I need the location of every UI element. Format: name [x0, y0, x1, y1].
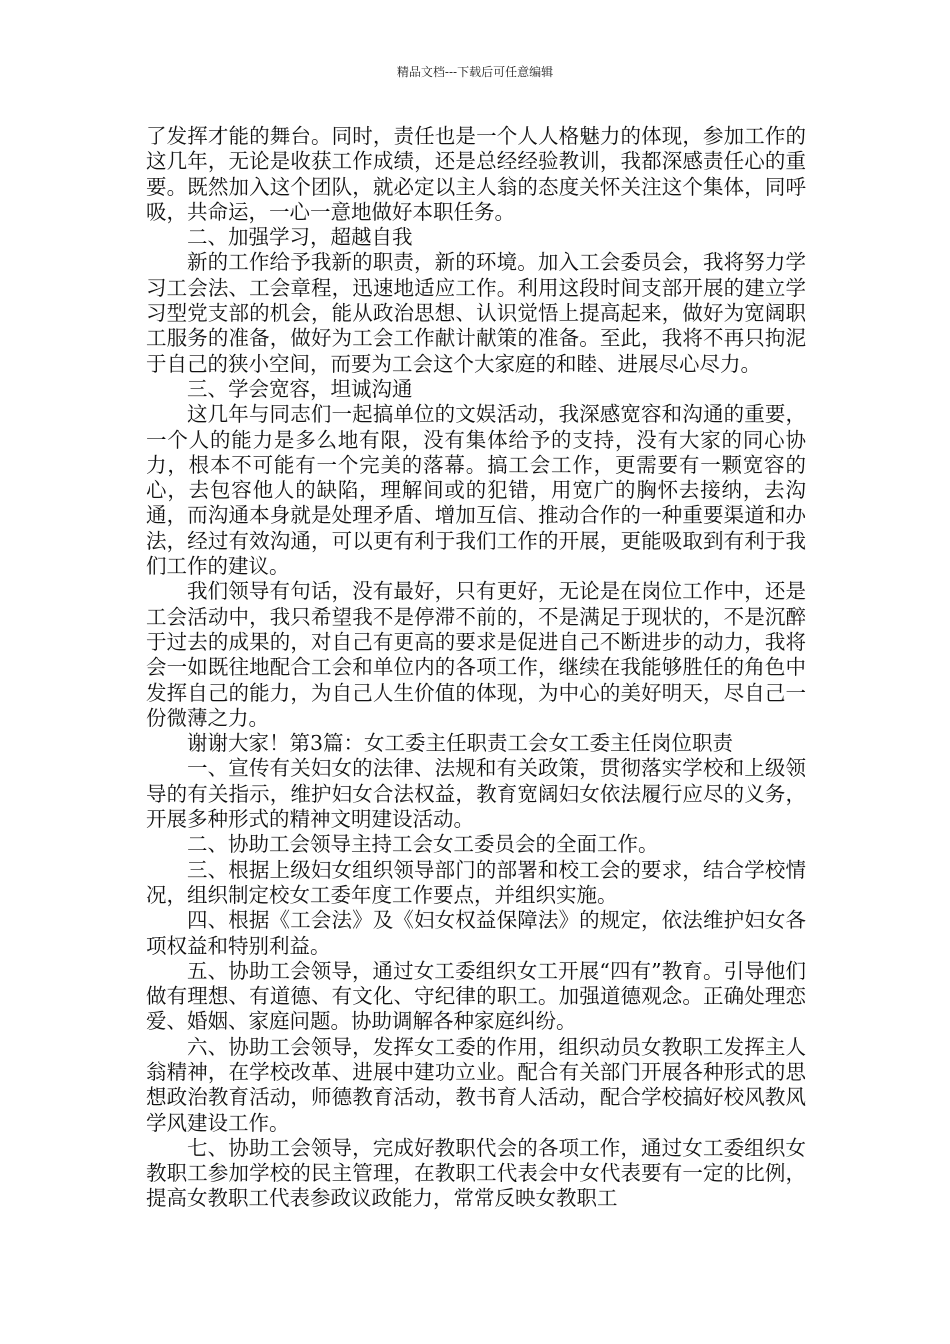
paragraph: 三、根据上级妇女组织领导部门的部署和校工会的要求，结合学校情况，组织制定校女工委年度工作要点，并组织实施。 — [146, 857, 806, 907]
paragraph: 四、根据《工会法》及《妇女权益保障法》的规定，依法维护妇女各项权益和特别利益。 — [146, 908, 806, 958]
paragraph: 了发挥才能的舞台。同时，责任也是一个人人格魅力的体现，参加工作的这几年，无论是收获工作成绩，还是总经经验教训，我都深感责任心的重要。既然加入这个团队，就必定以主人翁的态度关怀关注这个集体，同呼吸，共命运，一心一意地做好本职任务。 — [146, 124, 806, 224]
paragraph: 谢谢大家！第3篇：女工委主任职责工会女工委主任岗位职责 — [187, 731, 734, 756]
paragraph: 新的工作给予我新的职责，新的环境。加入工会委员会，我将努力学习工会法、工会章程，迅速地适应工作。利用这段时间支部开展的建立学习型党支部的机会，能从政治思想、认识觉悟上提高起来，做好为宽阔职工服务的准备，做好为工会工作献计献策的准备。至此，我将不再只拘泥于自己的狭小空间，而要为工会这个大家庭的和睦、进展尽心尽力。 — [146, 250, 806, 376]
paragraph: 一、宣传有关妇女的法律、法规和有关政策，贯彻落实学校和上级领导的有关指示，维护妇女合法权益，教育宽阔妇女依法履行应尽的义务，开展多种形式的精神文明建设活动。 — [146, 756, 806, 832]
page-header: 精品文档---下载后可任意编辑 — [396, 65, 554, 79]
paragraph: 六、协助工会领导，发挥女工委的作用，组织动员女教职工发挥主人翁精神，在学校改革、进展中建功立业。配合有关部门开展各种形式的思想政治教育活动，师德教育活动，教书育人活动，配合学校搞好校风教风学风建设工作。 — [146, 1034, 806, 1135]
document-body — [146, 124, 806, 1212]
paragraph: 二、协助工会领导主持工会女工委员会的全面工作。 — [187, 832, 659, 857]
paragraph: 七、协助工会领导，完成好教职代会的各项工作，通过女工委组织女教职工参加学校的民主管理，在教职工代表会中女代表要有一定的比例，提高女教职工代表参政议政能力，常常反映女教职工 — [146, 1135, 806, 1211]
paragraph: 这几年与同志们一起搞单位的文娱活动，我深感宽容和沟通的重要，一个人的能力是多么地有限，没有集体给予的支持，没有大家的同心协力，根本不可能有一个完美的落幕。搞工会工作，更需要有一颗宽容的心，去包容他人的缺陷，理解间或的犯错，用宽广的胸怀去接纳，去沟通，而沟通本身就是处理矛盾、增加互信、推动合作的一种重要渠道和办法，经过有效沟通，可以更有利于我们工作的开展，更能吸取到有利于我们工作的建议。 — [146, 402, 806, 579]
paragraph: 我们领导有句话，没有最好，只有更好，无论是在岗位工作中，还是工会活动中，我只希望我不是停滞不前的，不是满足于现状的，不是沉醉于过去的成果的，对自己有更高的要求是促进自己不断进步的动力，我将会一如既往地配合工会和单位内的各项工作，继续在我能够胜任的角色中发挥自己的能力，为自己人生价值的体现，为中心的美好明天，尽自己一份微薄之力。 — [146, 579, 806, 730]
section-heading: 二、加强学习，超越自我 — [187, 225, 413, 250]
section-heading: 三、学会宽容，坦诚沟通 — [187, 376, 413, 401]
paragraph: 五、协助工会领导，通过女工委组织女工开展“四有”教育。引导他们做有理想、有道德、有文化、守纪律的职工。加强道德观念。正确处理恋爱、婚姻、家庭问题。协助调解各种家庭纠纷。 — [146, 958, 806, 1034]
